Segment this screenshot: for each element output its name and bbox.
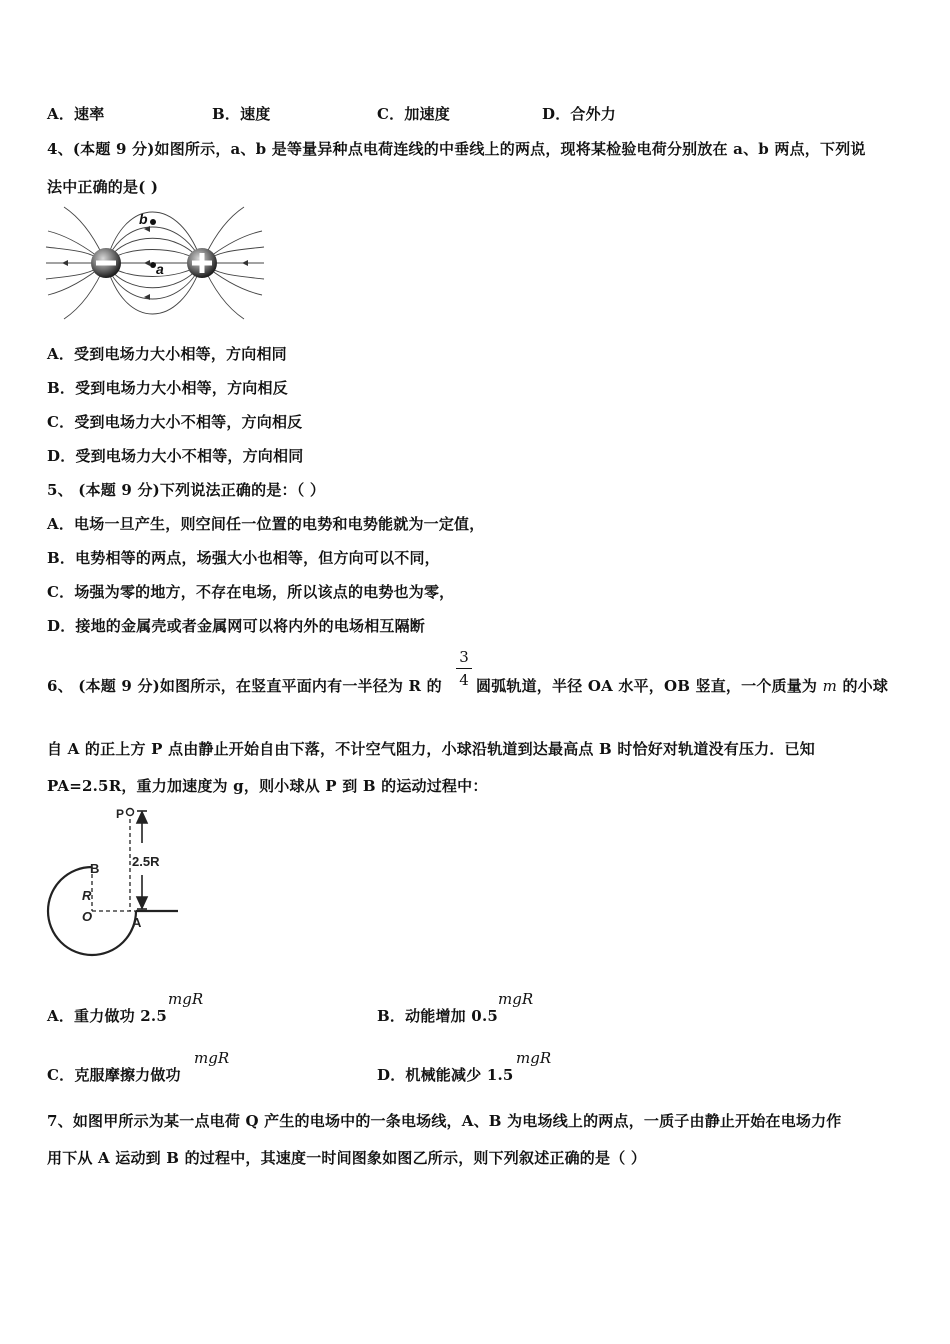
q6-label-p: P [116,807,125,821]
q6-label-a: A [132,915,142,930]
q6-frac-den: 4 [459,671,469,689]
q4-label-b: b [139,211,148,227]
q6-label-o: O [82,909,93,924]
q6-option-b-mgr: mgR [498,990,534,1008]
q6-stem-line1-part1: 6、 (本题 9 分)如图所示，在竖直平面内有一半径为 R 的 [47,677,442,695]
q7-stem-line1: 7、如图甲所示为某一点电荷 Q 产生的电场中的一条电场线，A、B 为电场线上的两点，一质子由静止开始在电场力作 [47,1112,842,1130]
q6-option-a: A．重力做功 2.5 [47,1007,167,1025]
q6-option-c-mgr: mgR [194,1049,230,1067]
q6-option-d-mgr: mgR [516,1049,552,1067]
q5-option-b: B．电势相等的两点，场强大小也相等，但方向可以不同， [47,549,440,567]
q5-stem: 5、 (本题 9 分)下列说法正确的是：（ ） [47,481,326,499]
q6-label-h: 2.5R [132,854,160,869]
q4-label-a: a [156,261,164,277]
q5-option-a: A．电场一旦产生，则空间任一位置的电势和电势能就为一定值， [47,515,485,533]
q7-stem-line2: 用下从 A 运动到 B 的过程中，其速度一时间图象如图乙所示，则下列叙述正确的是（ ） [47,1149,647,1167]
q6-mass-symbol: m [822,677,837,695]
q5-option-d: D．接地的金属壳或者金属网可以将内外的电场相互隔断 [47,617,426,635]
q6-option-b: B．动能增加 0.5 [377,1007,498,1025]
q3-option-a: A．速率 [47,105,105,123]
q6-line1-part2-text: 圆弧轨道，半径 OA 水平，OB 竖直，一个质量为 [476,677,818,695]
q4-option-c: C．受到电场力大小不相等，方向相反 [47,413,303,431]
q5-option-c: C．场强为零的地方，不存在电场，所以该点的电势也为零， [47,583,455,601]
q6-frac-num: 3 [459,648,469,666]
q6-stem-line3: PA=2.5R，重力加速度为 g，则小球从 P 到 B 的运动过程中： [47,777,488,795]
q6-stem-line1-part2 [476,675,888,696]
q4-option-b: B．受到电场力大小相等，方向相反 [47,379,288,397]
q3-option-b: B．速度 [212,105,271,123]
q4-option-d: D．受到电场力大小不相等，方向相同 [47,447,304,465]
q6-stem-line2: 自 A 的正上方 P 点由静止开始自由下落，不计空气阻力，小球沿轨道到达最高点 B 时恰好对轨道没有压力．已知 [47,740,815,758]
q6-option-a-mgr: mgR [168,990,204,1008]
q6-option-d: D．机械能减少 1.5 [377,1066,514,1084]
q4-field-figure [44,205,266,321]
q6-label-b: B [90,861,100,876]
q3-option-c: C．加速度 [377,105,450,123]
q6-option-c: C．克服摩擦力做功 [47,1066,181,1084]
q3-option-d: D．合外力 [542,105,617,123]
q4-stem-line2: 法中正确的是( ) [47,178,159,196]
q6-fraction [456,648,472,689]
q4-option-a: A．受到电场力大小相等，方向相同 [47,345,287,363]
q6-track-figure [44,803,184,959]
q6-line1-part3-text: 的小球 [842,677,889,695]
q4-stem-line1: 4、(本题 9 分)如图所示，a、b 是等量异种点电荷连线的中垂线上的两点，现将某检验电荷分别放在 a、b 两点，下列说 [47,140,866,158]
q6-label-r: R [82,888,92,903]
